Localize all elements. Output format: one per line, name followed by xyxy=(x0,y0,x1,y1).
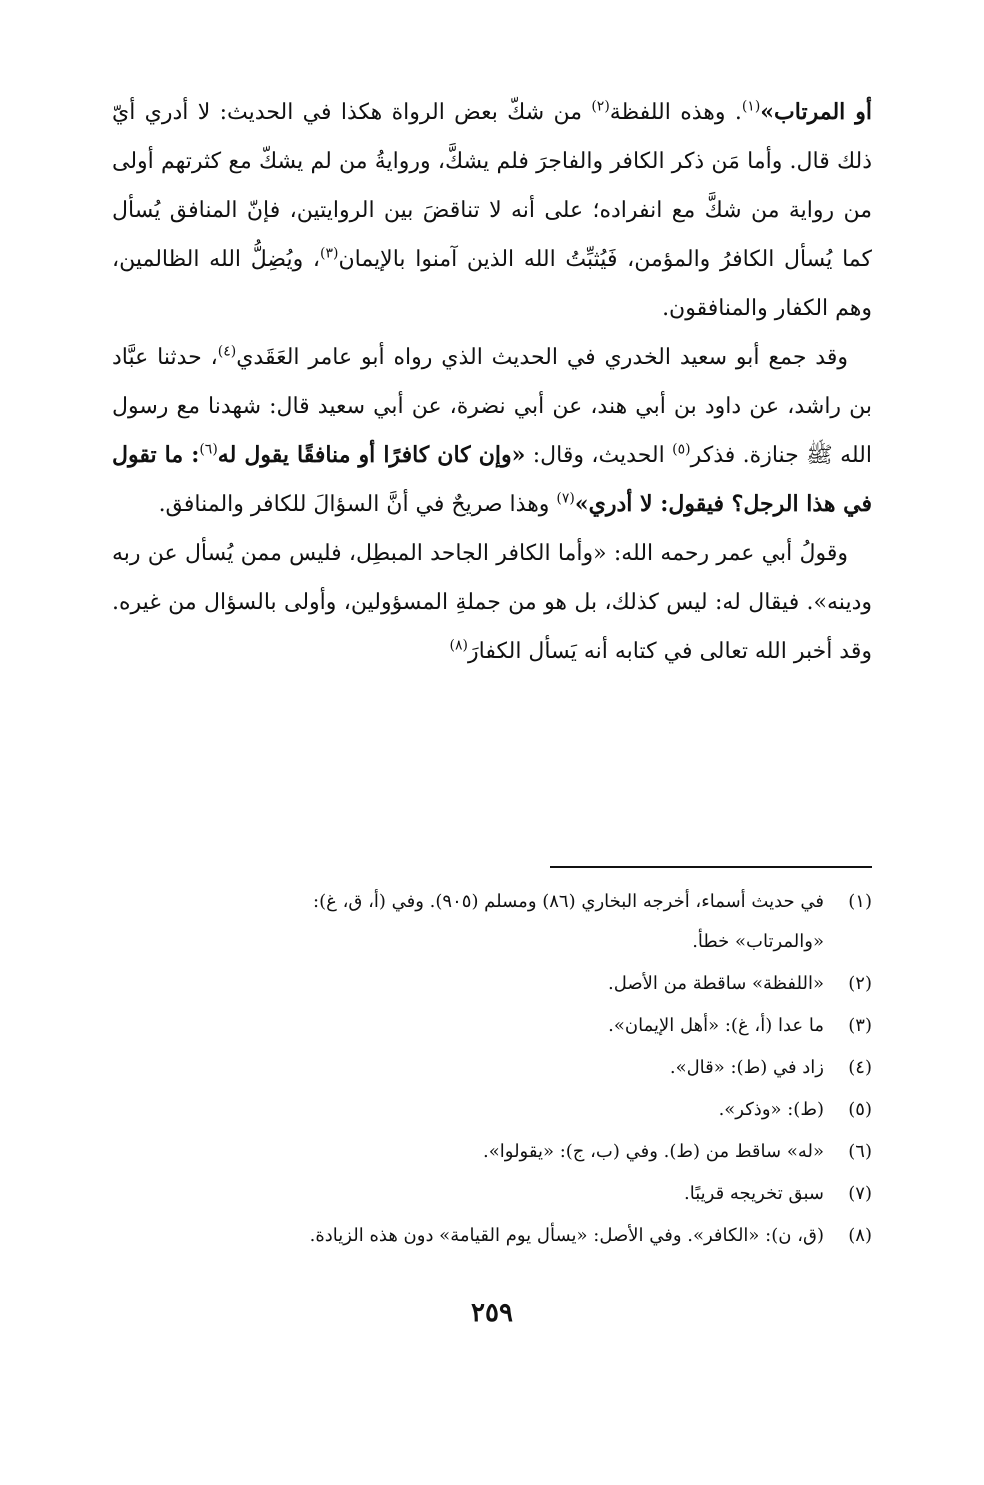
text-span: من شكّ بعض الرواة هكذا في الحديث: لا أدري أيّ ذلك قال. وأما مَن ذكر الكافر والفاجرَ فلم يشكَّ، وروايةُ من لم يشكّ مع كثرتهم أولى من رواية من شكَّ مع انفراده؛ على أنه لا تناقضَ بين الروايتين، فإنّ المنافق يُسأل كما يُسأل الكافرُ والمؤمن، فَيُثبِّتُ الله الذين آمنوا بالإيمان xyxy=(112,100,873,272)
footnote-number: (٤) xyxy=(848,1057,872,1078)
footnote-text: في حديث أسماء، أخرجه البخاري (٨٦) ومسلم (٩٠٥). وفي (أ، ق، غ): xyxy=(313,891,824,912)
paragraph-2 xyxy=(112,333,872,529)
paragraph-3 xyxy=(112,529,872,676)
main-text xyxy=(112,88,872,676)
footnote-number: (٧) xyxy=(848,1183,872,1204)
footnote-ref[interactable]: (٣) xyxy=(320,245,339,262)
footnote-text: «اللفظة» ساقطة من الأصل. xyxy=(608,973,824,994)
bold-quote: : ما تقول في هذا الرجل؟ فيقول: لا أدري» xyxy=(112,442,872,517)
footnote-ref[interactable]: (٧) xyxy=(556,490,575,507)
footnote-text: «له» ساقط من (ط). وفي (ب، ج): «يقولوا». xyxy=(483,1141,824,1162)
text-span: وهذا صريحٌ في أنَّ السؤالَ للكافر والمنافق. xyxy=(158,492,557,517)
text-span: الحديث، وقال: xyxy=(525,443,673,468)
footnote-ref[interactable]: (٥) xyxy=(672,441,691,458)
text-span: وقد جمع أبو سعيد الخدري في الحديث الذي رواه أبو عامر العَقَدي xyxy=(236,345,848,370)
footnote-text: سبق تخريجه قريبًا. xyxy=(684,1183,824,1204)
paragraph-1 xyxy=(112,88,872,333)
text-span: ، حدثنا عبَّاد بن راشد، عن داود بن أبي هند، عن أبي نضرة، عن أبي سعيد قال: شهدنا مع رسول الله ﷺ جنازة. فذكر xyxy=(112,345,872,468)
footnote-ref[interactable]: (٦) xyxy=(199,441,218,458)
text-span: . وهذه اللفظة xyxy=(609,100,742,125)
footnote-ref[interactable]: (٤) xyxy=(217,343,237,360)
footnote-item xyxy=(102,1216,872,1256)
footnote-text: زاد في (ط): «قال». xyxy=(669,1057,824,1078)
footnote-number: (٨) xyxy=(848,1225,872,1246)
footnote-text: ما عدا (أ، غ): «أهل الإيمان». xyxy=(608,1015,824,1036)
footnote-item xyxy=(102,964,872,1004)
footnote-ref[interactable]: (٨) xyxy=(449,637,469,654)
footnote-number: (٥) xyxy=(848,1099,872,1120)
footnote-text: (ط): «وذكر». xyxy=(718,1099,824,1120)
footnote-text: (ق، ن): «الكافر». وفي الأصل: «يسأل يوم القيامة» دون هذه الزيادة. xyxy=(309,1225,824,1246)
footnote-number: (١) xyxy=(848,891,872,912)
bold-quote: «وإن كان كافرًا أو منافقًا يقول له xyxy=(217,442,526,468)
bold-quote: أو المرتاب» xyxy=(760,99,872,125)
footnote-item xyxy=(102,1048,872,1088)
page-number: ٢٥٩ xyxy=(471,1298,513,1328)
footnote-item xyxy=(102,1132,872,1172)
text-span: وقولُ أبي عمر رحمه الله: «وأما الكافر الجاحد المبطِل، فليس ممن يُسأل عن ربه ودينه». فيقال له: ليس كذلك، بل هو من جملةِ المسؤولين، وأولى بالسؤال من غيره. وقد أخبر الله تعالى في كتابه أنه يَسأل الكفارَ xyxy=(112,541,872,664)
footnote-item xyxy=(102,1090,872,1130)
footnote-number: (٣) xyxy=(848,1015,872,1036)
footnote-item xyxy=(102,882,872,962)
footnotes-list xyxy=(102,882,872,1258)
footnote-ref[interactable]: (١) xyxy=(741,98,761,115)
footnote-item xyxy=(102,1174,872,1214)
footnote-number: (٦) xyxy=(848,1141,872,1162)
footnote-separator xyxy=(550,866,872,868)
footnote-number: (٢) xyxy=(848,973,872,994)
footnote-ref[interactable]: (٢) xyxy=(591,98,610,115)
footnote-item xyxy=(102,1006,872,1046)
footnote-text-continued: «والمرتاب» خطأ. xyxy=(692,931,824,952)
text-span: ، ويُضِلُّ الله الظالمين، وهم الكفار والمنافقون. xyxy=(112,247,872,321)
